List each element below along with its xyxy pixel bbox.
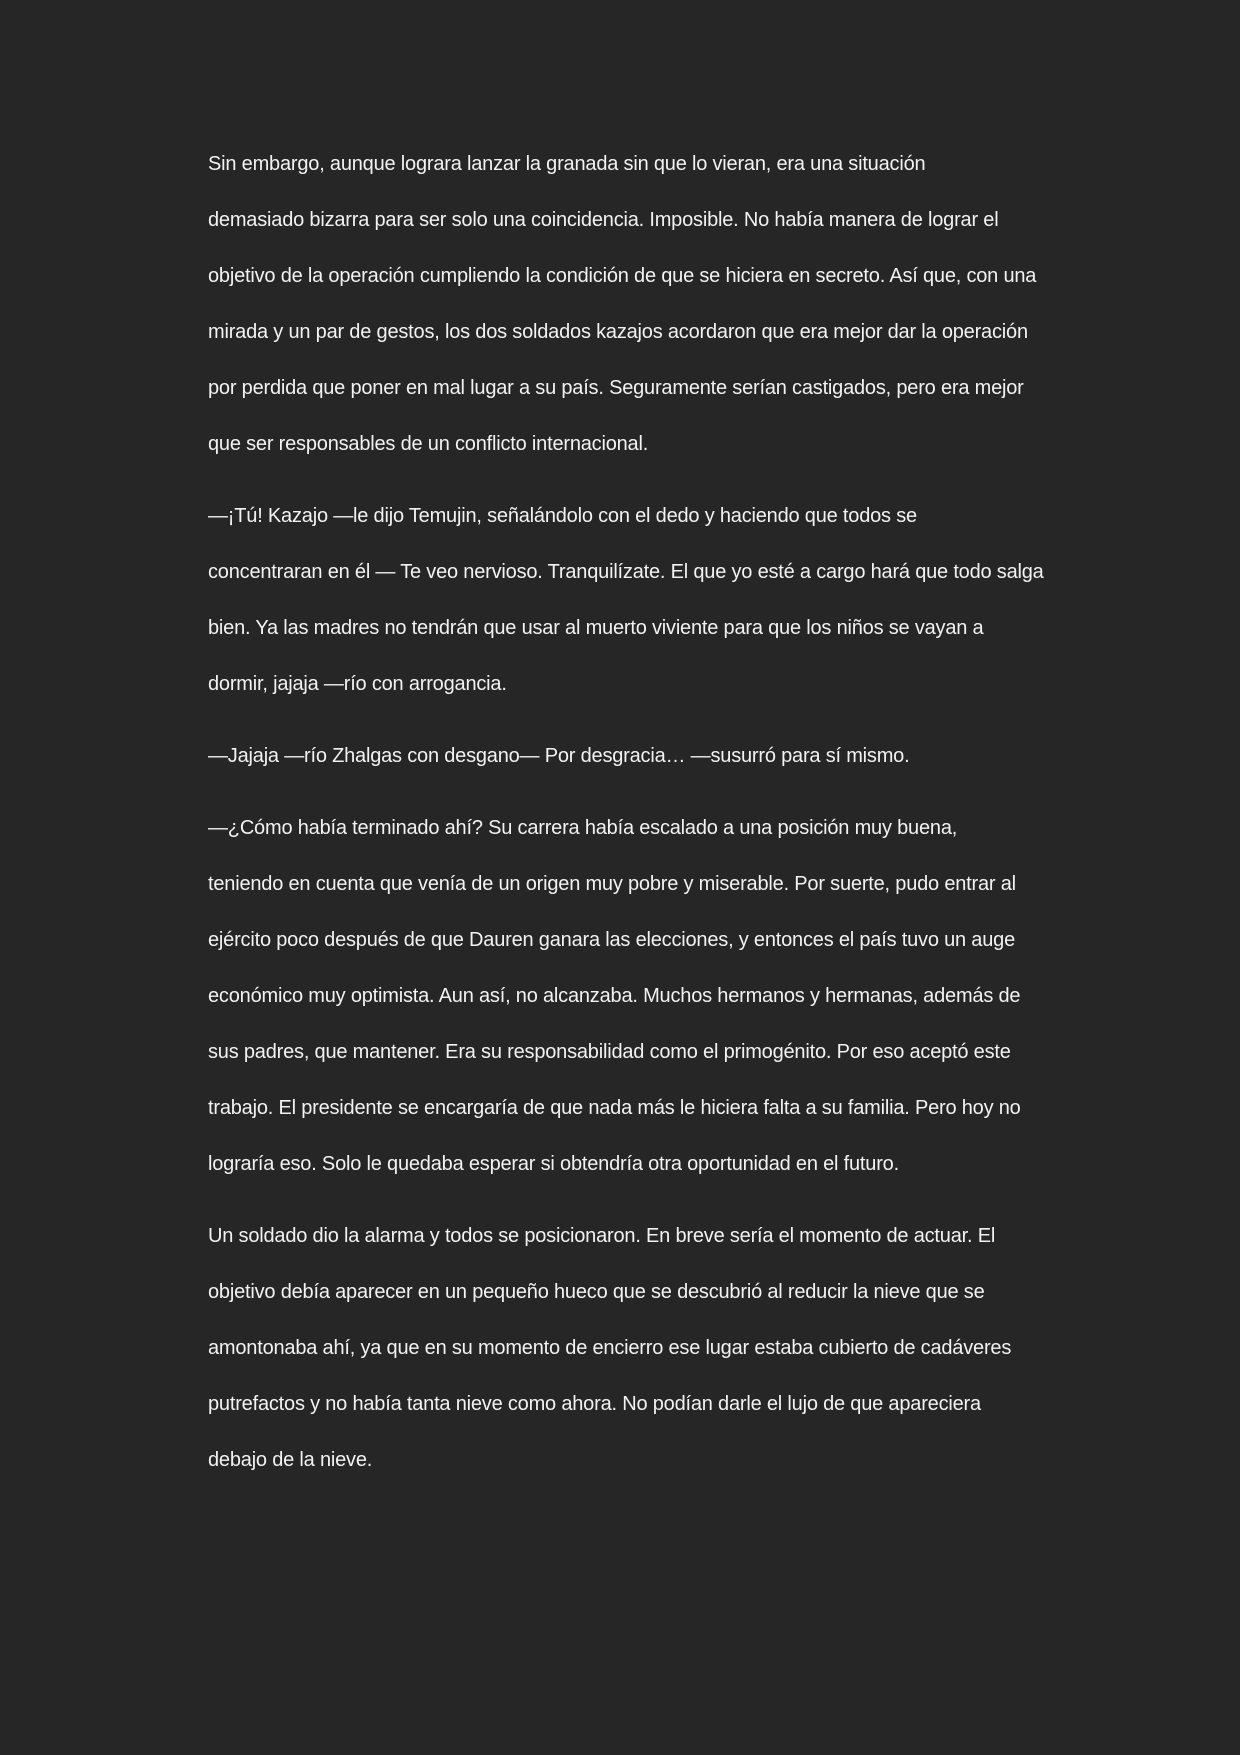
document-body [177, 136, 1077, 1488]
text-line: por perdida que poner en mal lugar a su país. Seguramente serían castigados, pero era mejor [208, 377, 1024, 399]
paragraph [177, 488, 1077, 712]
text-line: teniendo en cuenta que venía de un origen muy pobre y miserable. Por suerte, pudo entrar al [208, 873, 1016, 895]
text-line: trabajo. El presidente se encargaría de que nada más le hiciera falta a su familia. Pero hoy no [208, 1097, 1021, 1119]
text-line: demasiado bizarra para ser solo una coincidencia. Imposible. No había manera de lograr el [208, 209, 999, 231]
text-line: objetivo de la operación cumpliendo la condición de que se hiciera en secreto. Así que, con una [208, 265, 1037, 287]
text-line: dormir, jajaja —río con arrogancia. [208, 673, 507, 695]
paragraph [177, 728, 1077, 784]
text-line: Sin embargo, aunque lograra lanzar la granada sin que lo vieran, era una situación [208, 153, 926, 175]
text-line: Un soldado dio la alarma y todos se posicionaron. En breve sería el momento de actuar. El [208, 1225, 996, 1247]
text-line: sus padres, que mantener. Era su responsabilidad como el primogénito. Por eso aceptó este [208, 1041, 1011, 1063]
paragraph [177, 800, 1077, 1192]
text-line: ejército poco después de que Dauren ganara las elecciones, y entonces el país tuvo un auge [208, 929, 1016, 951]
text-line: económico muy optimista. Aun así, no alcanzaba. Muchos hermanos y hermanas, además de [208, 985, 1021, 1007]
text-line: —¡Tú! Kazajo —le dijo Temujin, señalándolo con el dedo y haciendo que todos se [208, 505, 917, 527]
text-line: putrefactos y no había tanta nieve como ahora. No podían darle el lujo de que apareciera [208, 1393, 981, 1415]
text-line: amontonaba ahí, ya que en su momento de encierro ese lugar estaba cubierto de cadáveres [208, 1337, 1012, 1359]
paragraph [177, 136, 1077, 472]
text-line: bien. Ya las madres no tendrán que usar al muerto viviente para que los niños se vayan a [208, 617, 984, 639]
text-line: —¿Cómo había terminado ahí? Su carrera había escalado a una posición muy buena, [208, 817, 958, 839]
paragraph [177, 1208, 1077, 1488]
text-line: —Jajaja —río Zhalgas con desgano— Por desgracia… —susurró para sí mismo. [208, 745, 910, 767]
text-line: mirada y un par de gestos, los dos soldados kazajos acordaron que era mejor dar la operación [208, 321, 1028, 343]
text-line: objetivo debía aparecer en un pequeño hueco que se descubrió al reducir la nieve que se [208, 1281, 985, 1303]
text-line: que ser responsables de un conflicto internacional. [208, 433, 649, 455]
text-line: concentraran en él — Te veo nervioso. Tranquilízate. El que yo esté a cargo hará que todo salga [208, 561, 1044, 583]
text-line: debajo de la nieve. [208, 1449, 373, 1471]
text-line: lograría eso. Solo le quedaba esperar si obtendría otra oportunidad en el futuro. [208, 1153, 899, 1175]
